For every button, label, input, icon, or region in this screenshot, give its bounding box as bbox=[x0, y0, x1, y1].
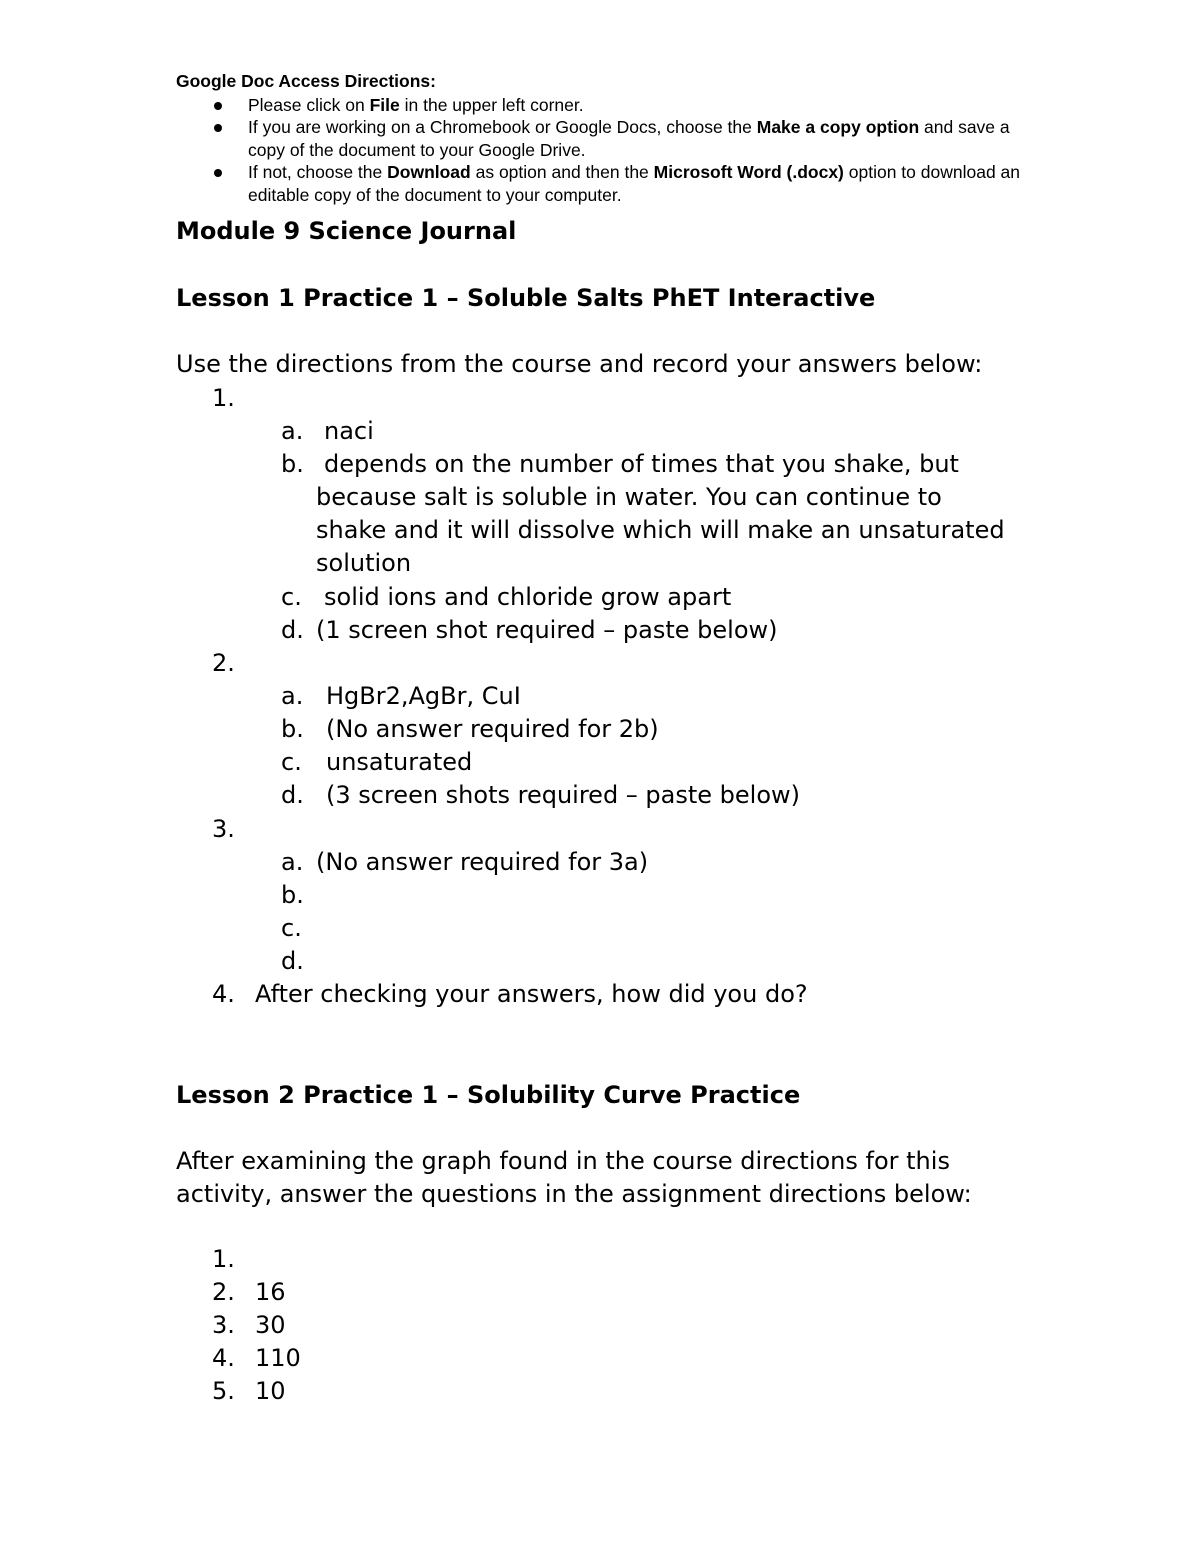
answer-value: 110 bbox=[255, 1344, 301, 1372]
answer-letter: d. bbox=[281, 947, 304, 975]
directions-text: Please click on bbox=[248, 94, 370, 115]
module-title: Module 9 Science Journal bbox=[176, 217, 517, 245]
answer-text: naci bbox=[324, 417, 374, 445]
answer-value: 30 bbox=[255, 1311, 286, 1339]
answer-text: shake and it will dissolve which will make an unsaturated bbox=[316, 516, 1005, 544]
answer-letter: b. bbox=[281, 715, 304, 743]
directions-bold-text: Download bbox=[387, 162, 471, 182]
answer-text: (3 screen shots required – paste below) bbox=[326, 781, 801, 809]
lesson2-intro: After examining the graph found in the course directions for this bbox=[176, 1147, 950, 1175]
answer-text: depends on the number of times that you shake, but bbox=[324, 450, 959, 478]
access-directions bbox=[176, 70, 1036, 206]
answer-letter: a. bbox=[281, 682, 304, 710]
answer-text: (No answer required for 3a) bbox=[316, 848, 649, 876]
bullet-icon bbox=[214, 102, 222, 110]
answer-letter: a. bbox=[281, 417, 304, 445]
question-number: 1. bbox=[212, 384, 235, 412]
directions-bold-text: Make a copy option bbox=[756, 117, 920, 137]
directions-text: in the upper left corner. bbox=[399, 94, 584, 115]
question-text: After checking your answers, how did you do? bbox=[255, 980, 808, 1008]
question-number: 4. bbox=[212, 980, 235, 1008]
answer-value: 10 bbox=[255, 1377, 286, 1405]
answer-letter: a. bbox=[281, 848, 304, 876]
directions-bold-text: File bbox=[369, 94, 400, 115]
answer-value: 16 bbox=[255, 1278, 286, 1306]
question-number: 3. bbox=[212, 815, 235, 843]
directions-text: and save a copy of the document to your Google Drive. bbox=[248, 117, 1010, 160]
directions-text: option to download an editable copy of the document to your computer. bbox=[248, 162, 1021, 205]
answer-letter: b. bbox=[281, 881, 304, 909]
directions-list bbox=[176, 94, 1036, 207]
answer-number: 3. bbox=[212, 1311, 235, 1339]
lesson2-title: Lesson 2 Practice 1 – Solubility Curve Practice bbox=[176, 1081, 801, 1109]
answer-text: solution bbox=[316, 549, 412, 577]
answer-text: because salt is soluble in water. You can continue to bbox=[316, 483, 942, 511]
answer-text: HgBr2,AgBr, CuI bbox=[326, 682, 521, 710]
lesson1-title: Lesson 1 Practice 1 – Soluble Salts PhET Interactive bbox=[176, 284, 876, 312]
answer-letter: b. bbox=[281, 450, 304, 478]
directions-item bbox=[176, 161, 1036, 206]
answer-text: solid ions and chloride grow apart bbox=[324, 583, 732, 611]
directions-text: If you are working on a Chromebook or Google Docs, choose the bbox=[248, 117, 757, 137]
answer-text: (1 screen shot required – paste below) bbox=[316, 616, 778, 644]
answer-number: 1. bbox=[212, 1245, 235, 1273]
lesson2-intro: activity, answer the questions in the assignment directions below: bbox=[176, 1180, 972, 1208]
answer-letter: d. bbox=[281, 616, 304, 644]
answer-text: unsaturated bbox=[326, 748, 473, 776]
directions-item bbox=[176, 94, 1036, 117]
answer-letter: c. bbox=[281, 914, 302, 942]
lesson1-intro: Use the directions from the course and record your answers below: bbox=[176, 350, 983, 378]
question-number: 2. bbox=[212, 649, 235, 677]
answer-number: 2. bbox=[212, 1278, 235, 1306]
directions-bold-text: Microsoft Word (.docx) bbox=[653, 162, 844, 182]
bullet-icon bbox=[214, 169, 222, 177]
directions-heading: Google Doc Access Directions: bbox=[176, 71, 436, 91]
directions-text: as option and then the bbox=[470, 162, 654, 182]
answer-letter: c. bbox=[281, 748, 302, 776]
answer-letter: c. bbox=[281, 583, 302, 611]
directions-text: If not, choose the bbox=[248, 162, 388, 182]
bullet-icon bbox=[214, 124, 222, 132]
answer-text: (No answer required for 2b) bbox=[326, 715, 659, 743]
answer-letter: d. bbox=[281, 781, 304, 809]
answer-number: 5. bbox=[212, 1377, 235, 1405]
answer-number: 4. bbox=[212, 1344, 235, 1372]
directions-item bbox=[176, 116, 1036, 161]
